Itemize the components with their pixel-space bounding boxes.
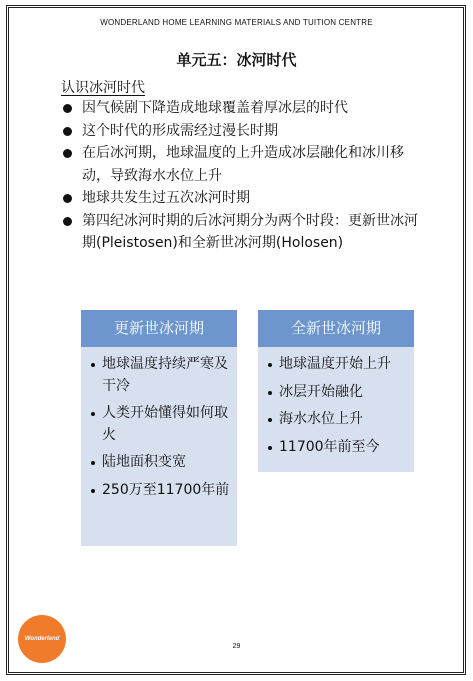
list-item-text: 冰层开始融化 — [279, 383, 363, 400]
pleistocene-box-title: 更新世冰河期 — [81, 310, 237, 347]
wonderland-logo — [18, 615, 66, 663]
list-item — [268, 409, 414, 431]
bullet-icon — [268, 391, 272, 395]
bullet-text: 在后冰河期，地球温度的上升造成冰层融化和冰川移动，导致海水水位上升 — [82, 145, 404, 184]
list-item — [91, 354, 237, 397]
holocene-box-title: 全新世冰河期 — [258, 310, 414, 347]
bullet-icon — [63, 194, 72, 203]
holocene-box — [258, 310, 414, 472]
pleistocene-list — [81, 347, 237, 501]
list-item-text: 250万至11700年前 — [102, 481, 230, 498]
list-item-text: 陆地面积变宽 — [102, 454, 186, 470]
list-item — [268, 437, 414, 459]
bullet-icon — [63, 104, 72, 113]
list-item — [91, 452, 237, 474]
list-item-text: 11700年前至今 — [279, 438, 380, 455]
bullet-item — [62, 187, 422, 210]
list-item — [91, 480, 237, 502]
bullet-text: 这个时代的形成需经过漫长时期 — [82, 122, 278, 139]
holocene-list — [258, 347, 414, 458]
list-item-text: 人类开始懂得如何取火 — [102, 405, 228, 443]
bullet-item — [62, 210, 422, 255]
list-item-text: 地球温度开始上升 — [279, 356, 391, 372]
bullet-icon — [91, 412, 95, 416]
bullet-text: 地球共发生过五次冰河时期 — [82, 190, 250, 206]
bullet-icon — [268, 446, 272, 450]
bullet-icon — [63, 217, 72, 226]
bullet-text: 因气候剧下降造成地球覆盖着厚冰层的时代 — [82, 100, 348, 116]
page-number: 29 — [232, 643, 241, 650]
bullet-icon — [91, 461, 95, 465]
list-item-text: 地球温度持续严寒及干冷 — [102, 356, 228, 394]
list-item — [268, 354, 414, 376]
bullet-item — [62, 97, 422, 120]
bullet-icon — [63, 149, 72, 158]
bullet-icon — [63, 127, 72, 136]
list-item-text: 海水水位上升 — [279, 411, 363, 427]
bullet-text: 第四纪冰河时期的后冰河期分为两个时段：更新世冰河期(Pleistosen)和全新世冰河期(Holosen) — [82, 212, 418, 251]
page-title: 单元五：冰河时代 — [176, 51, 297, 69]
bullet-icon — [268, 418, 272, 422]
list-item — [268, 382, 414, 404]
bullet-item — [62, 142, 422, 187]
bullet-icon — [91, 363, 95, 367]
bullet-icon — [268, 363, 272, 367]
pleistocene-box — [81, 310, 237, 546]
section-subtitle: 认识冰河时代 — [61, 80, 145, 96]
bullet-list — [62, 97, 422, 255]
bullet-item — [62, 120, 422, 143]
logo-text: Wonderland — [24, 636, 60, 642]
bullet-icon — [91, 489, 95, 493]
page-header: WONDERLAND HOME LEARNING MATERIALS AND TUITION CENTRE — [100, 18, 373, 27]
list-item — [91, 403, 237, 446]
